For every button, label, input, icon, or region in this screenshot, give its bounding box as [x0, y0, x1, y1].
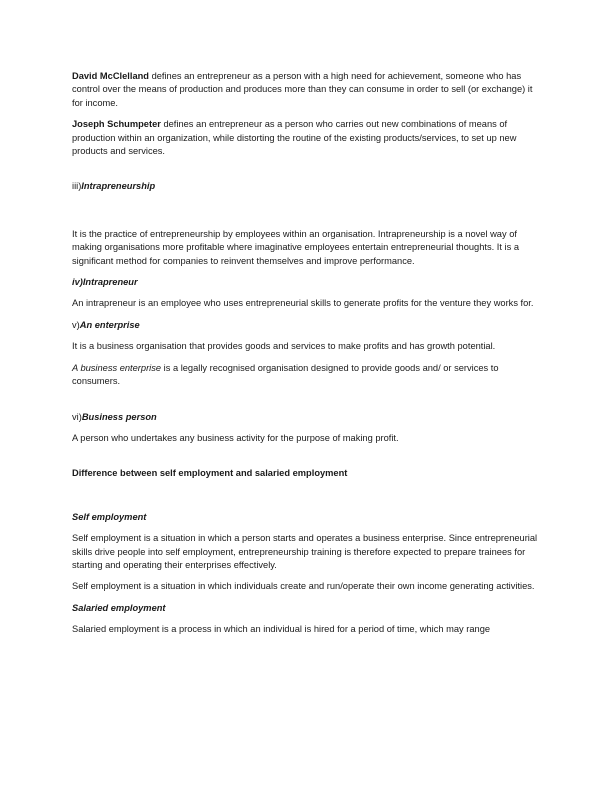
schumpeter-paragraph — [72, 118, 542, 158]
enterprise-heading — [72, 319, 542, 332]
enterprise-body: It is a business organisation that provides goods and services to make profits and has growth potential. — [72, 341, 496, 352]
enterprise-prefix: v) — [72, 319, 80, 330]
intrapreneurship-prefix: iii) — [72, 181, 82, 192]
salaried-employment-heading: Salaried employment — [72, 602, 166, 613]
intrapreneurship-title: Intrapreneurship — [81, 181, 156, 192]
business-person-title: Business person — [81, 411, 157, 422]
salaried-employment-body: Salaried employment is a process in which an individual is hired for a period of time, which may range — [72, 624, 491, 635]
business-person-heading — [72, 411, 542, 424]
self-employment-body-1: Self employment is a situation in which a person starts and operates a business enterprise. Since entrepreneurial skills drive people into self employment, entrepreneurship training is therefore expected to prepare trainees for starting and operating their enterprises effectively. — [72, 533, 538, 570]
schumpeter-name: Joseph Schumpeter — [72, 119, 161, 130]
intrapreneurship-body: It is the practice of entrepreneurship by employees within an organisation. Intrapreneurship is a novel way of making organisations more profitable where imaginative employees entertain entrepreneurial thoughts. It is a significant method for companies to reinvent themselves and improve performance. — [72, 228, 520, 266]
enterprise-title: An enterprise — [79, 319, 140, 330]
business-enterprise-text: is a legally recognised organisation designed to provide goods and/ or services to consumers. — [72, 362, 499, 387]
self-employment-heading: Self employment — [72, 511, 147, 522]
self-employment-body-2: Self employment is a situation in which individuals create and run/operate their own income generating activities. — [72, 581, 535, 592]
difference-heading: Difference between self employment and salaried employment — [72, 468, 348, 479]
intrapreneur-heading: iv)Intrapreneur — [72, 277, 138, 288]
intrapreneurship-heading — [72, 180, 542, 193]
business-enterprise-paragraph — [72, 362, 542, 389]
business-person-body: A person who undertakes any business activity for the purpose of making profit. — [72, 432, 399, 443]
document-body — [72, 70, 542, 645]
mcclelland-text: defines an entrepreneur as a person with a high need for achievement, someone who has control over the means of production and produces more than they can consume in order to sell (or exchange) it for income. — [72, 71, 533, 108]
intrapreneur-body: An intrapreneur is an employee who uses entrepreneurial skills to generate profits for the venture they works for. — [72, 298, 534, 309]
schumpeter-text: defines an entrepreneur as a person who carries out new combinations of means of production within an organization, while distorting the routine of the existing products/services, to set up new products and services. — [72, 119, 517, 157]
business-enterprise-term: A business enterprise — [72, 362, 162, 373]
mcclelland-name: David McClelland — [72, 71, 149, 81]
mcclelland-paragraph — [72, 70, 542, 110]
business-person-prefix: vi) — [72, 411, 82, 422]
